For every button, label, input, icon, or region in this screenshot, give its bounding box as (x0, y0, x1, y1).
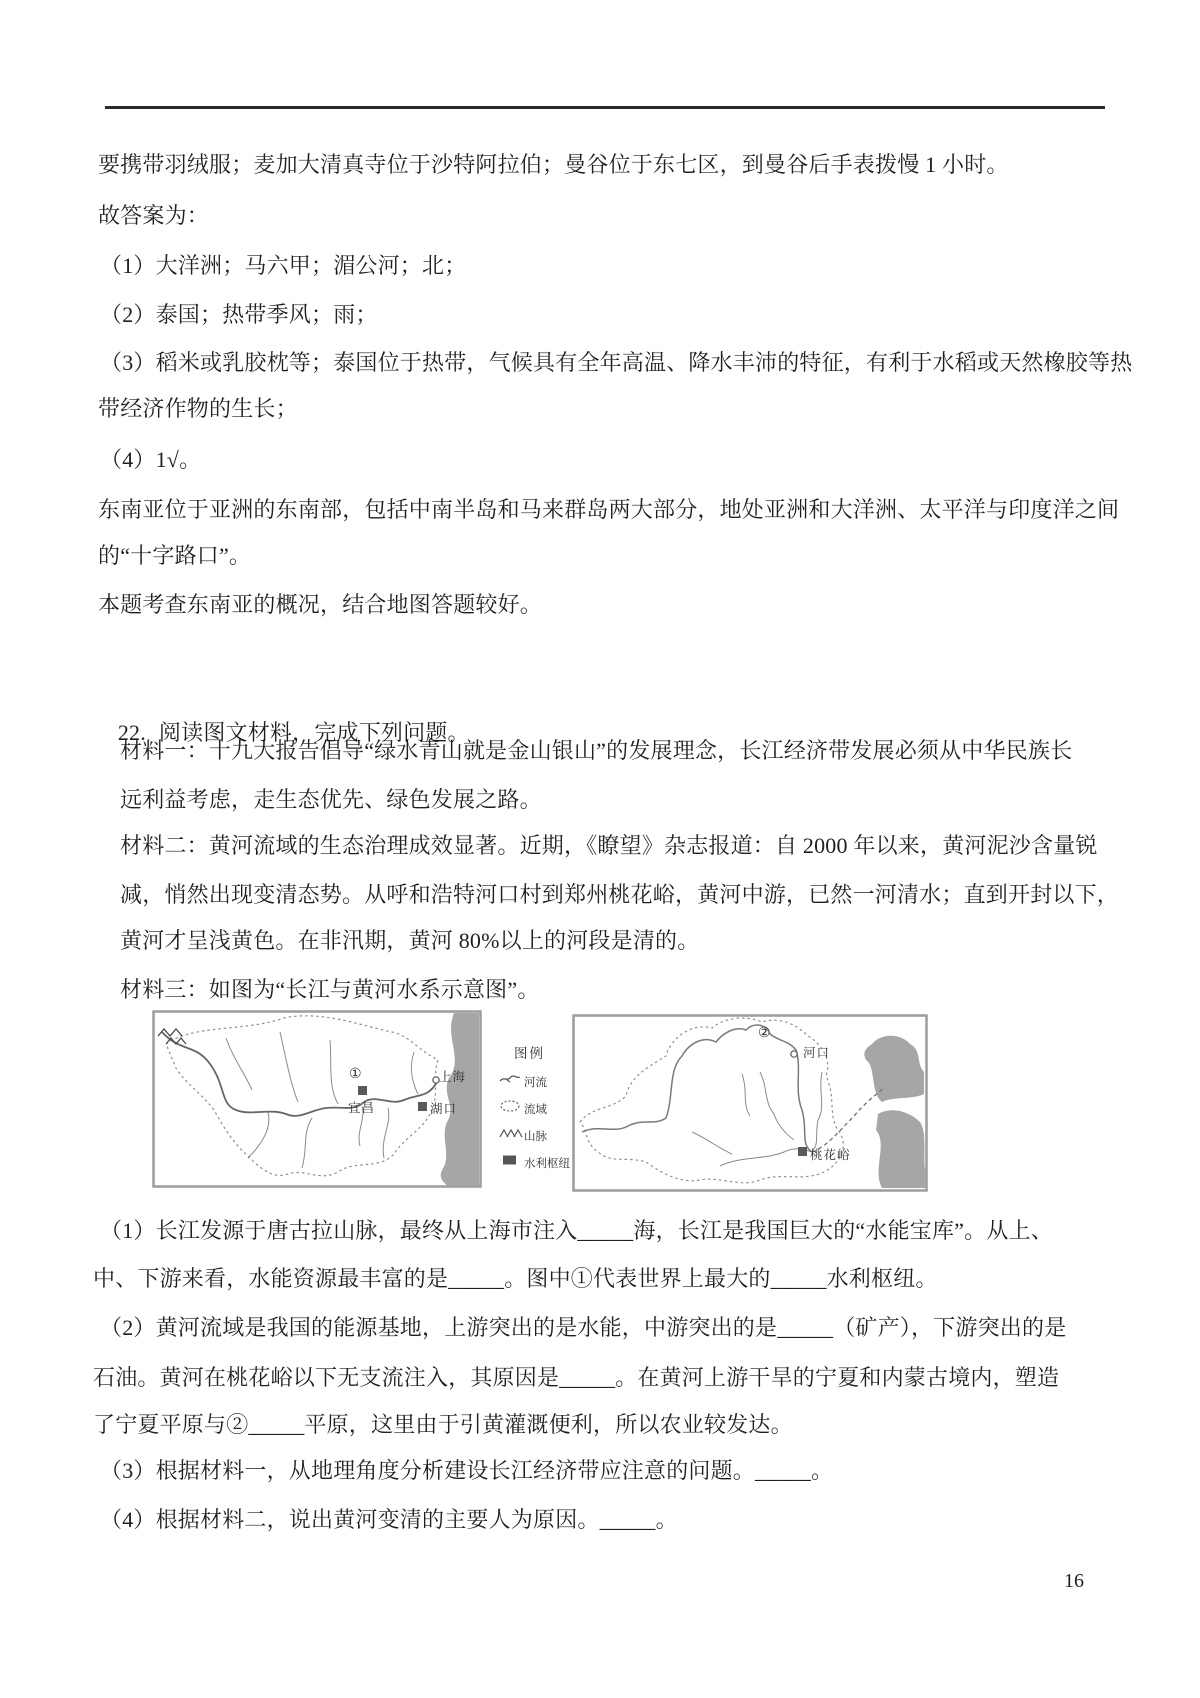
legend-label-mountains: 山脉 (524, 1130, 547, 1143)
sub-question-1-line-1: （1）长江发源于唐古拉山脉，最终从上海市注入_____海，长江是我国巨大的“水能宝库”。从上、 (100, 1218, 1053, 1243)
legend-item-river (498, 1072, 576, 1091)
mountain-symbol-icon (498, 1126, 524, 1145)
dam-1-square (358, 1086, 367, 1095)
answer-summary-line-3: 本题考查东南亚的概况，结合地图答题较好。 (98, 592, 543, 617)
material-3-line: 材料三：如图为“长江与黄河水系示意图”。 (120, 977, 540, 1002)
material-2-line-2: 减，悄然出现变清态势。从呼和浩特河口村到郑州桃花峪，黄河中游，已然一河清水；直到开封以下， (120, 882, 1120, 907)
answer-item-2: （2）泰国；热带季风；雨； (100, 302, 378, 327)
sub-question-2-line-3: 了宁夏平原与②_____平原，这里由于引黄灌溉便利，所以农业较发达。 (93, 1412, 793, 1437)
land-area-south (876, 1110, 926, 1188)
yangtze-map-drawing (152, 1010, 482, 1188)
sub-question-1-line-2: 中、下游来看，水能资源最丰富的是_____。图中①代表世界上最大的_____水利枢纽。 (93, 1266, 938, 1291)
sub-question-2-line-1: （2）黄河流域是我国的能源基地，上游突出的是水能，中游突出的是_____（矿产），下游突出的是 (100, 1315, 1067, 1340)
sub-question-2-line-2: 石油。黄河在桃花峪以下无支流注入，其原因是_____。在黄河上游干旱的宁夏和内蒙古境内，塑造 (93, 1365, 1060, 1390)
answer-summary-line-1: 东南亚位于亚洲的东南部，包括中南半岛和马来群岛两大部分，地处亚洲和大洋洲、太平洋与印度洋之间 (98, 497, 1120, 522)
legend-label-river: 河流 (524, 1076, 547, 1089)
label-taohuayu: 桃花峪 (810, 1148, 851, 1162)
legend-item-basin (498, 1099, 576, 1118)
page-number: 16 (1064, 1570, 1084, 1592)
answer-context-line: 要携带羽绒服；麦加大清真寺位于沙特阿拉伯；曼谷位于东七区，到曼谷后手表拨慢 1 小时。 (98, 152, 1009, 177)
material-2-line-1: 材料二：黄河流域的生态治理成效显著。近期，《瞭望》杂志报道：自 2000 年以来，黄河泥沙含量锐 (120, 833, 1098, 858)
legend-item-water-hub (498, 1153, 576, 1172)
river-systems-figure (150, 1008, 940, 1194)
legend-item-mountains (498, 1126, 576, 1145)
river-symbol-icon (498, 1072, 524, 1091)
map-frame (154, 1012, 481, 1187)
question-22-title: 阅读图文材料，完成下列问题。 (158, 720, 470, 745)
yellow-river-map (572, 1014, 928, 1192)
answer-item-1: （1）大洋洲；马六甲；湄公河；北； (100, 253, 467, 278)
water-hub-symbol-icon (498, 1153, 524, 1172)
answer-item-3-wrap: 带经济作物的生长； (98, 396, 298, 421)
legend-label-water-hub: 水利枢纽 (524, 1157, 570, 1170)
hekou-dot (791, 1051, 797, 1057)
label-yichang: 宜昌 (348, 1101, 376, 1115)
taohuayu-square (798, 1147, 807, 1156)
label-hekou: 河口 (803, 1046, 831, 1060)
answer-conclusion-label: 故答案为： (98, 203, 210, 228)
answer-item-3: （3）稻米或乳胶枕等；泰国位于热带，气候具有全年高温、降水丰沛的特征，有利于水稻或天然橡胶等热 (100, 350, 1133, 375)
hukou-square (418, 1102, 427, 1111)
basin-symbol-icon (498, 1099, 524, 1118)
yangtze-map (152, 1010, 482, 1188)
sub-question-4-line: （4）根据材料二，说出黄河变清的主要人为原因。_____。 (100, 1507, 678, 1532)
answer-item-4: （4）1√。 (100, 447, 202, 472)
legend-title: 图例 (514, 1046, 545, 1061)
material-1-line-2: 远利益考虑，走生态优先、绿色发展之路。 (120, 787, 542, 812)
label-shanghai: 上海 (439, 1070, 467, 1084)
header-rule (105, 106, 1105, 109)
map-frame (574, 1016, 927, 1191)
answer-summary-line-2: 的“十字路口”。 (98, 543, 252, 568)
material-2-line-3: 黄河才呈浅黄色。在非汛期，黄河 80%以上的河段是清的。 (120, 928, 700, 953)
question-22-number: 22. (117, 720, 146, 745)
marker-1: ① (349, 1067, 362, 1082)
yellow-river-map-drawing (572, 1014, 928, 1192)
label-hukou: 湖口 (430, 1102, 458, 1116)
sub-question-3-line: （3）根据材料一，从地理角度分析建设长江经济带应注意的问题。_____。 (100, 1458, 834, 1483)
legend-label-basin: 流域 (524, 1103, 547, 1116)
marker-2: ② (758, 1026, 771, 1041)
map-legend (498, 1042, 576, 1180)
material-1-line-1: 材料一：十九大报告倡导“绿水青山就是金山银山”的发展理念，长江经济带发展必须从中华民族长 (120, 738, 1073, 763)
